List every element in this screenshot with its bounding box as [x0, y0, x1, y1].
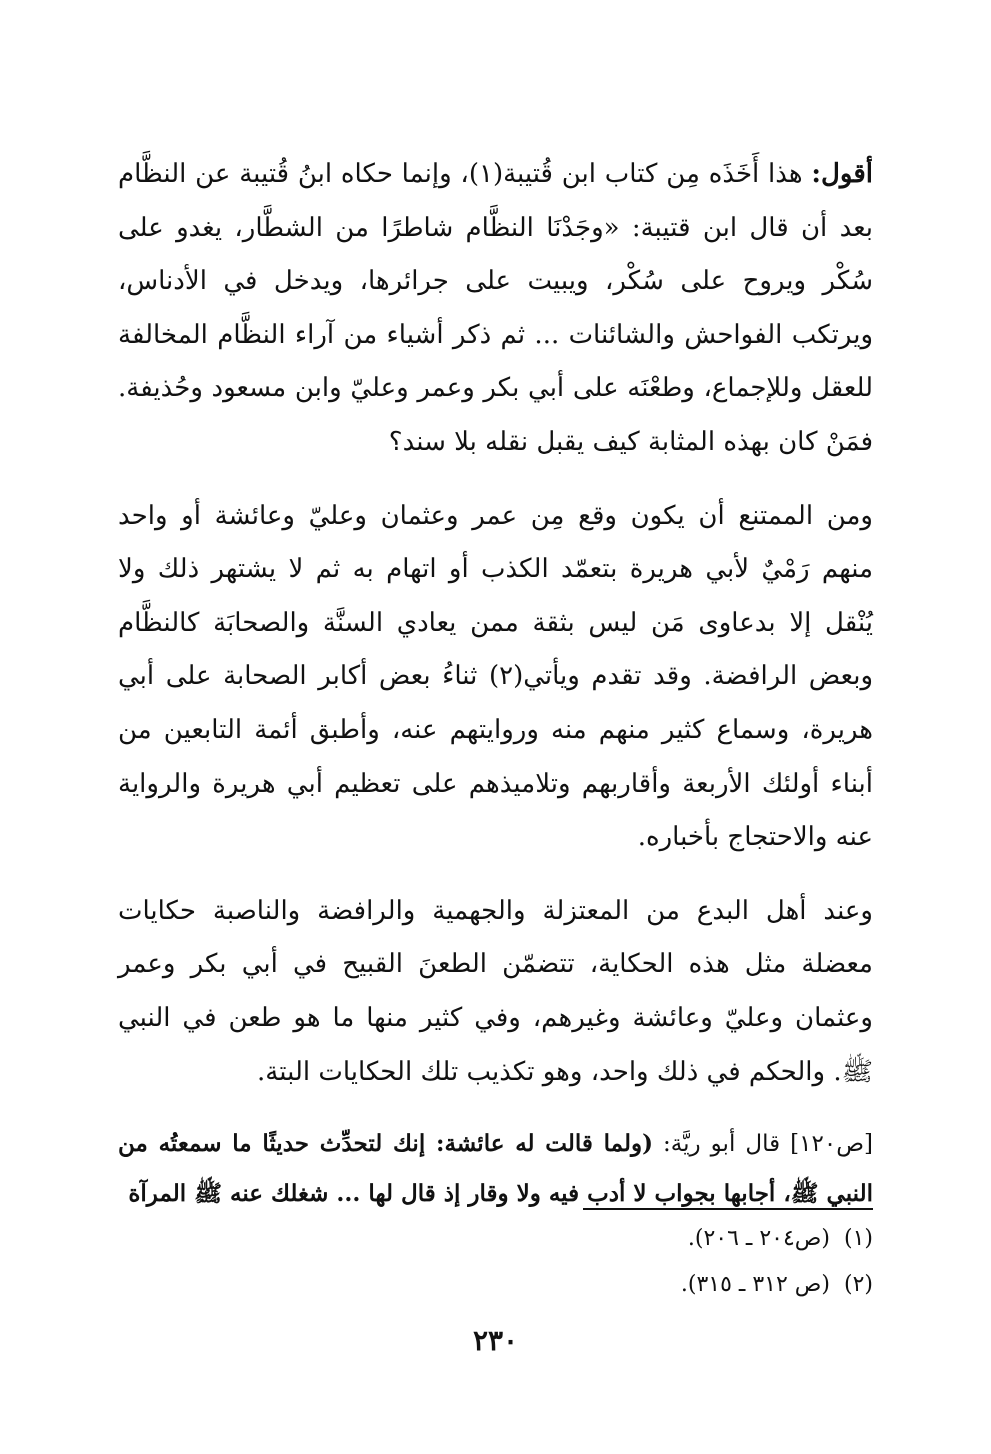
page-number: ٢٣٠	[472, 1324, 519, 1357]
paragraph-1	[118, 148, 873, 470]
quote-text: (ولما قالت له عائشة: إنك لتحدِّث حديثًا ما سمعتُه من النبي ﷺ، أجابها بجواب لا أدب فيه ولا وقار إذ قال لها ... شغلك عنه ﷺ المرآة	[118, 1130, 873, 1208]
main-text	[118, 148, 873, 1219]
footnote-text: (ص ٣١٢ ـ ٣١٥).	[680, 1272, 830, 1297]
paragraph-text: هذا أَخَذَه مِن كتاب ابن قُتيبة(١)، وإنما حكاه ابنُ قُتيبة عن النظَّام بعد أن قال ابن قتيبة: «وجَدْنَا النظَّام شاطرًا من الشطَّار، يغدو على سُكْر ويروح على سُكْر، ويبيت على جرائرها، ويدخل في الأدناس، ويرتكب الفواحش والشائنات ... ثم ذكر أشياء من آراء النظَّام المخالفة للعقل وللإجماع، وطعْنَه على أبي بكر وعمر وعليّ وابن مسعود وحُذيفة. فمَنْ كان بهذه المثابة كيف يقبل نقله بلا سند؟	[118, 159, 873, 457]
paragraph-3: وعند أهل البدع من المعتزلة والجهمية والرافضة والناصبة حكايات معضلة مثل هذه الحكاية، تتضمّن الطعنَ القبيح في أبي بكر وعمر وعثمان وعليّ وعائشة وغيرهم، وفي كثير منها ما هو طعن في النبي ﷺ. والحكم في ذلك واحد، وهو تكذيب تلك الحكايات البتة.	[118, 895, 873, 1087]
footnote-number: (٢)	[843, 1272, 873, 1297]
paragraph-lead: أقول:	[811, 159, 873, 189]
quote-reference: [ص١٢٠] قال أبو ريَّة:	[652, 1131, 873, 1158]
paragraph-2: ومن الممتنع أن يكون وقع مِن عمر وعثمان وعليّ وعائشة أو واحد منهم رَمْيٌ لأبي هريرة بتعمّد الكذب أو اتهام به ثم لا يشتهر ذلك ولا يُنْقل إلا بدعاوى مَن ليس بثقة ممن يعادي السنَّة والصحابَة كالنظَّام وبعض الرافضة. وقد تقدم ويأتي(٢) ثناءُ بعض أكابر الصحابة على أبي هريرة، وسماع كثير منهم منه وروايتهم عنه، وأطبق أئمة التابعين من أبناء أولئك الأربعة وأقاربهم وتلاميذهم على تعظيم أبي هريرة والرواية عنه والاحتجاج بأخباره.	[118, 500, 873, 853]
footnote-1	[688, 1226, 873, 1251]
footnote-2	[681, 1272, 873, 1297]
footnote-text: (ص٢٠٤ ـ ٢٠٦).	[687, 1226, 830, 1251]
footnote-number: (١)	[843, 1226, 873, 1251]
footnote-divider	[583, 1208, 873, 1210]
quoted-passage	[118, 1119, 873, 1219]
